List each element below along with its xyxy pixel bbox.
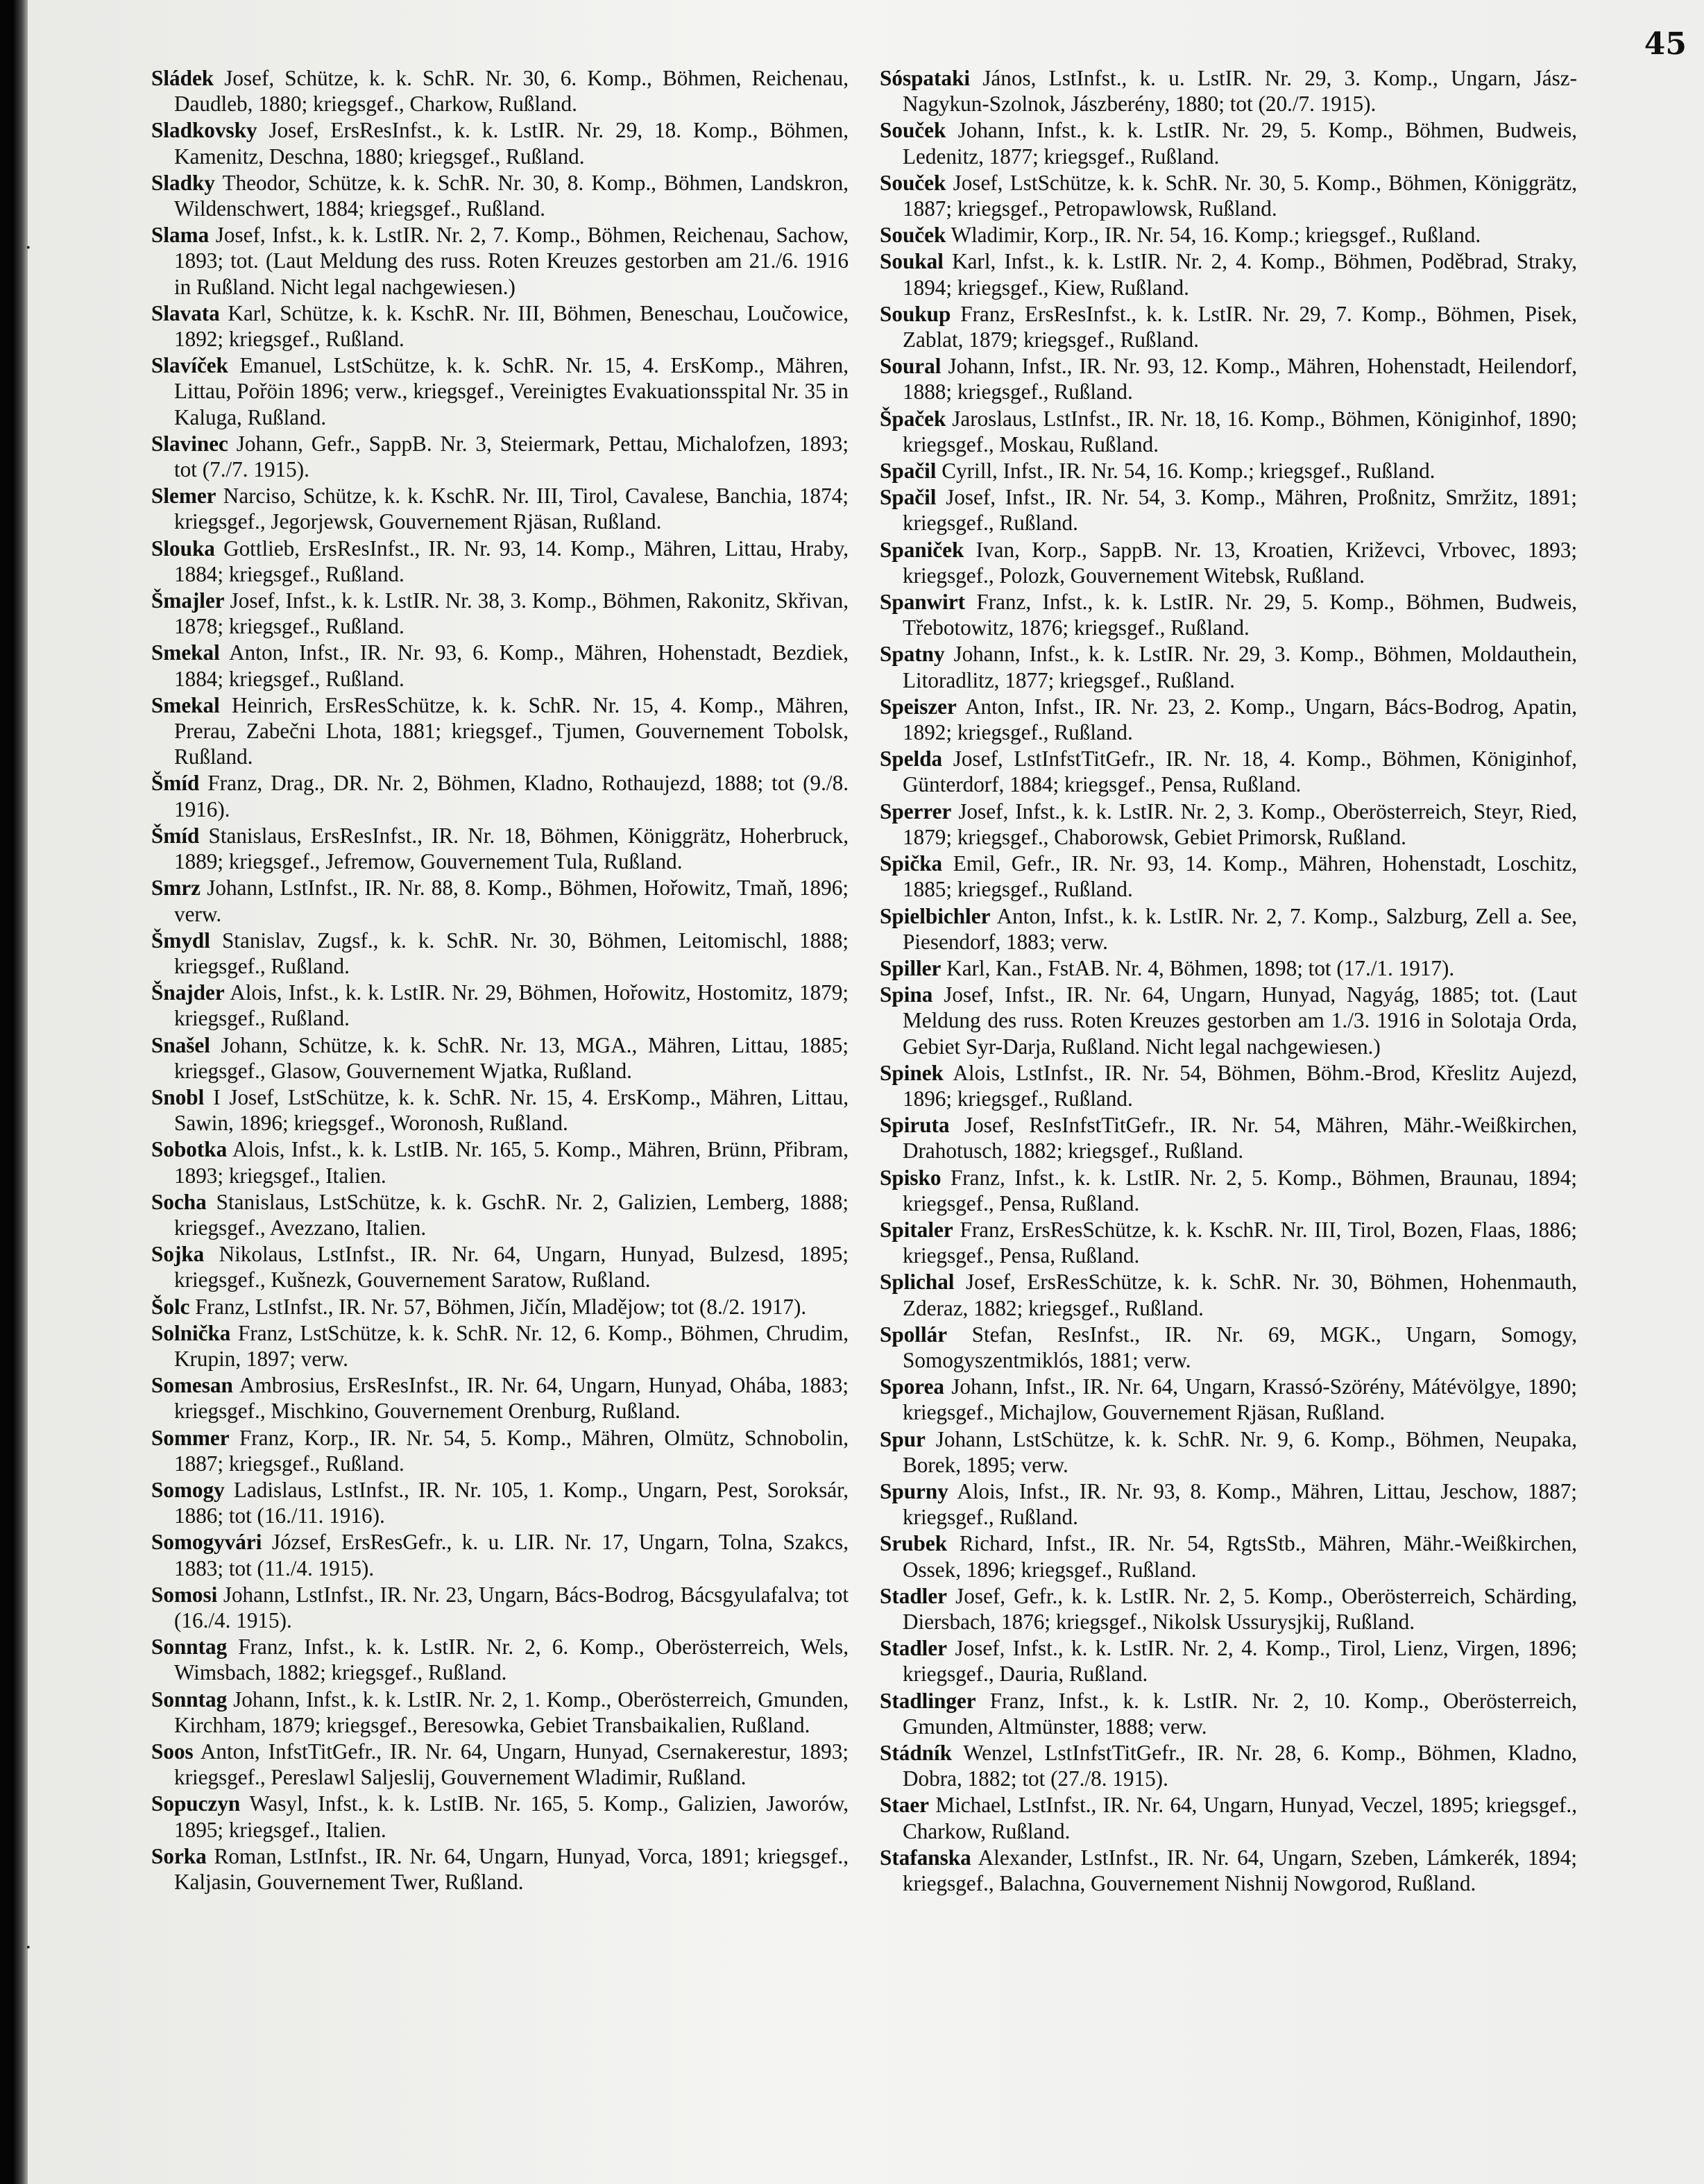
entry-surname: Stadlinger [880,1688,976,1713]
entry-surname: Speiszer [880,694,957,719]
entry-surname: Sopuczyn [151,1791,241,1816]
entry-surname: Slavata [151,300,220,325]
list-entry [880,1165,1577,1216]
entry-details: Wladimir, Korp., IR. Nr. 54, 16. Komp.; kriegsgef., Rußland. [951,223,1481,248]
entry-details: Franz, LstSchütze, k. k. SchR. Nr. 12, 6. Komp., Böhmen, Chrudim, Krupin, 1897; verw. [174,1320,849,1371]
entry-surname: Snašel [151,1032,210,1057]
list-entry [151,980,849,1031]
entry-details: Anton, InfstTitGefr., IR. Nr. 64, Ungarn, Hunyad, Csernakerestur, 1893; kriegsgef., Pereslawl Saljeslij, Gouvernement Wladimir, Rußland. [174,1739,849,1790]
list-entry [880,955,1577,981]
list-entry [151,170,849,221]
list-entry [880,1322,1577,1373]
list-entry [880,799,1577,850]
list-entry [880,1688,1577,1739]
entry-details: Johann, Infst., k. k. LstIR. Nr. 29, 3. Komp., Böhmen, Moldauthein, Litoradlitz, 1877; kriegsgef., Rußland. [903,642,1577,692]
entry-details: Anton, Infst., IR. Nr. 23, 2. Komp., Ungarn, Bács-Bodrog, Apatin, 1892; kriegsgef., Rußland. [903,694,1577,745]
entry-details: Emanuel, LstSchütze, k. k. SchR. Nr. 15, 4. ErsKomp., Mähren, Littau, Pořöin 1896; verw., kriegsgef., Vereinigtes Evakuationsspital Nr. 35 in Kaluga, Rußland. [174,353,849,429]
entry-details: Stefan, ResInfst., IR. Nr. 69, MGK., Ungarn, Somogy, Somogyszentmiklós, 1881; verw. [903,1322,1578,1372]
entry-details: Stanislaus, LstSchütze, k. k. GschR. Nr. 2, Galizien, Lemberg, 1888; kriegsgef., Avezzano, Italien. [174,1189,849,1240]
entry-details: Josef, Schütze, k. k. SchR. Nr. 30, 6. Komp., Böhmen, Reichenau, Daudleb, 1880; kriegsgef., Charkow, Rußland. [174,66,849,117]
entry-details: Alexander, LstInfst., IR. Nr. 64, Ungarn, Szeben, Lámkerék, 1894; kriegsgef., Balachna, Gouvernement Nishnij Nowgorod, Rußland. [903,1845,1577,1896]
list-entry [151,1189,849,1240]
entry-surname: Stafanska [880,1845,971,1870]
entry-details: Wenzel, LstInfstTitGefr., IR. Nr. 28, 6. Komp., Böhmen, Kladno, Dobra, 1882; tot (27./8. 1915). [903,1741,1578,1791]
entry-surname: Spielbichler [880,903,991,928]
entry-surname: Spiruta [880,1113,950,1138]
entry-surname: Soukal [880,249,944,274]
entry-details: Karl, Infst., k. k. LstIR. Nr. 2, 4. Komp., Böhmen, Poděbrad, Straky, 1894; kriegsgef., Kiew, Rußland. [903,249,1578,300]
list-entry [151,1582,849,1633]
list-entry [880,903,1577,955]
entry-surname: Splichal [880,1270,955,1295]
entry-surname: Slouka [151,536,215,561]
list-entry [151,65,849,117]
entry-surname: Slemer [151,484,216,509]
entry-details: Josef, LstSchütze, k. k. SchR. Nr. 30, 5. Komp., Böhmen, Königgrätz, 1887; kriegsgef., Petropawlowsk, Rußland. [903,170,1577,221]
entry-surname: Spollár [880,1322,948,1347]
entry-surname: Stadler [880,1583,948,1608]
list-entry [880,1478,1577,1530]
entry-details: Alois, LstInfst., IR. Nr. 54, Böhmen, Böhm.-Brod, Křeslitz Aujezd, 1896; kriegsgef., Rußland. [903,1060,1578,1111]
entry-details: Nikolaus, LstInfst., IR. Nr. 64, Ungarn, Hunyad, Bulzesd, 1895; kriegsgef., Kušnezk, Gouvernement Saratow, Rußland. [174,1242,849,1293]
entry-surname: Spanwirt [880,590,966,615]
entry-surname: Soukup [880,301,951,326]
list-entry [151,1136,849,1188]
list-entry [151,1032,849,1084]
list-entry [880,537,1577,588]
entry-surname: Sladkovsky [151,118,257,143]
list-entry [151,1739,849,1790]
entry-surname: Slavinec [151,431,228,456]
entry-details: Roman, LstInfst., IR. Nr. 64, Ungarn, Hunyad, Vorca, 1891; kriegsgef., Kaljasin, Gouvernement Twer, Rußland. [174,1843,849,1895]
list-entry [151,588,849,639]
list-entry [880,301,1577,352]
entry-surname: Spitaler [880,1217,953,1242]
entry-surname: Spinek [880,1060,944,1085]
entry-details: Johann, LstSchütze, k. k. SchR. Nr. 9, 6. Komp., Böhmen, Neupaka, Borek, 1895; verw. [903,1426,1578,1477]
list-entry [880,1740,1577,1791]
entry-surname: Sperrer [880,799,952,824]
list-entry [151,1084,849,1136]
entry-details: József, ErsResGefr., k. u. LIR. Nr. 17, Ungarn, Tolna, Szakcs, 1883; tot (11./4. 1915). [174,1530,849,1580]
entry-details: Anton, Infst., IR. Nr. 93, 6. Komp., Mähren, Hohenstadt, Bezdiek, 1884; kriegsgef., Rußland. [174,640,849,691]
entry-surname: Sladky [151,170,215,195]
entry-details: Josef, Infst., IR. Nr. 54, 3. Komp., Mähren, Proßnitz, Smržitz, 1891; kriegsgef., Rußland. [903,485,1577,536]
margin-mark: · [25,236,32,260]
entry-details: Franz, Drag., DR. Nr. 2, Böhmen, Kladno, Rothaujezd, 1888; tot (9./8. 1916). [174,771,849,821]
entry-surname: Solnička [151,1320,231,1345]
list-entry [880,222,1577,248]
entry-details: Narciso, Schütze, k. k. KschR. Nr. III, Tirol, Cavalese, Banchia, 1874; kriegsgef., Jegorjewsk, Gouvernement Rjäsan, Rußland. [174,484,849,534]
list-entry [880,484,1577,536]
list-entry [151,1687,849,1738]
entry-surname: Sonntag [151,1687,228,1712]
list-entry [151,1477,849,1528]
list-entry [151,431,849,482]
entry-details: Ladislaus, LstInfst., IR. Nr. 105, 1. Komp., Ungarn, Pest, Soroksár, 1886; tot (16./11. 1916). [174,1477,849,1528]
list-entry [151,117,849,169]
entry-details: Stanislaus, ErsResInfst., IR. Nr. 18, Böhmen, Königgrätz, Hoherbruck, 1889; kriegsgef., Jefremow, Gouvernement Tula, Rußland. [174,823,849,874]
entry-details: Cyrill, Infst., IR. Nr. 54, 16. Komp.; kriegsgef., Rußland. [942,459,1435,484]
entry-details: Johann, Infst., IR. Nr. 64, Ungarn, Krassó-Szörény, Mátévölgye, 1890; kriegsgef., Michajlow, Gouvernement Rjäsan, Rußland. [903,1374,1578,1425]
entry-surname: Sojka [151,1242,205,1267]
list-entry [151,536,849,587]
entry-surname: Souček [880,223,946,248]
entry-surname: Somosi [151,1582,218,1607]
list-entry [880,353,1577,404]
entry-surname: Spelda [880,747,943,771]
list-entry [880,589,1577,640]
entry-surname: Smrz [151,876,201,901]
entry-details: Josef, Infst., k. k. LstIR. Nr. 2, 7. Komp., Böhmen, Reichenau, Sachow, 1893; tot. (Laut Meldung des russ. Roten Kreuzes gestorben am 21./6. 1916 in Rußland. Nicht legal nachgewiesen.) [174,223,849,299]
entry-surname: Stadler [880,1636,948,1661]
entry-details: Jaroslaus, LstInfst., IR. Nr. 18, 16. Komp., Böhmen, Königinhof, 1890; kriegsgef., Moskau, Rußland. [903,406,1577,457]
entry-surname: Šmajler [151,588,225,613]
list-entry [151,823,849,874]
list-entry [880,1112,1577,1163]
list-entry [151,300,849,352]
entry-details: Franz, Infst., k. k. LstIR. Nr. 2, 10. Komp., Oberösterreich, Gmunden, Altmünster, 1888; verw. [903,1688,1578,1739]
list-entry [151,1320,849,1372]
entry-surname: Slama [151,223,210,248]
left-column [151,65,849,1895]
entry-details: I Josef, LstSchütze, k. k. SchR. Nr. 15, 4. ErsKomp., Mähren, Littau, Sawin, 1896; kriegsgef., Woronosh, Rußland. [174,1084,849,1136]
entry-details: Johann, Infst., k. k. LstIR. Nr. 29, 5. Komp., Böhmen, Budweis, Ledenitz, 1877; kriegsgef., Rußland. [903,118,1578,169]
entry-details: Josef, LstInfstTitGefr., IR. Nr. 18, 4. Komp., Böhmen, Königinhof, Günterdorf, 1884; kriegsgef., Pensa, Rußland. [903,747,1577,797]
entry-surname: Souček [880,118,946,143]
entry-surname: Špaček [880,406,946,431]
entry-surname: Sládek [151,66,214,90]
list-entry [880,851,1577,902]
entry-details: Josef, Infst., IR. Nr. 64, Ungarn, Hunyad, Nagyág, 1885; tot. (Laut Meldung des russ. Roten Kreuzes gestorben am 1./3. 1916 in Solotaja Orda, Gebiet Syr-Darja, Rußland. Nicht legal nachgewiesen.) [903,982,1577,1059]
list-entry [151,352,849,430]
entry-details: Franz, Infst., k. k. LstIR. Nr. 29, 5. Komp., Böhmen, Budweis, Třebotowitz, 1876; kriegsgef., Rußland. [903,590,1577,640]
entry-details: Johann, LstInfst., IR. Nr. 88, 8. Komp., Böhmen, Hořowitz, Tmaň, 1896; verw. [174,876,849,926]
list-entry [880,1635,1577,1687]
entry-details: Ambrosius, ErsResInfst., IR. Nr. 64, Ungarn, Hunyad, Ohába, 1883; kriegsgef., Mischkino, Gouvernement Orenburg, Rußland. [174,1373,849,1424]
page-binding-shadow [12,0,28,2184]
list-entry [880,248,1577,300]
entry-surname: Sonntag [151,1635,228,1660]
list-entry [151,1241,849,1293]
list-entry [880,1217,1577,1268]
entry-details: Franz, Infst., k. k. LstIR. Nr. 2, 6. Komp., Oberösterreich, Wels, Wimsbach, 1882; kriegsgef., Rußland. [174,1635,849,1685]
entry-details: Franz, Infst., k. k. LstIR. Nr. 2, 5. Komp., Böhmen, Braunau, 1894; kriegsgef., Pensa, Rußland. [903,1165,1578,1215]
entry-details: Josef, Infst., k. k. LstIR. Nr. 2, 4. Komp., Tirol, Lienz, Virgen, 1896; kriegsgef., Dauria, Rußland. [903,1636,1578,1687]
list-entry [151,1634,849,1685]
entry-details: Richard, Infst., IR. Nr. 54, RgtsStb., Mähren, Mähr.-Weißkirchen, Ossek, 1896; kriegsgef., Rußland. [903,1531,1577,1582]
entry-details: Stanislav, Zugsf., k. k. SchR. Nr. 30, Böhmen, Leitomischl, 1888; kriegsgef., Rußland. [174,928,849,978]
list-entry [880,170,1577,221]
entry-surname: Spisko [880,1165,942,1190]
entry-surname: Spačil [880,485,937,510]
list-entry [151,640,849,691]
entry-details: Josef, Infst., k. k. LstIR. Nr. 2, 3. Komp., Oberösterreich, Steyr, Ried, 1879; kriegsgef., Chaborowsk, Gebiet Primorsk, Rußland. [903,799,1578,849]
list-entry [880,1583,1577,1635]
entry-surname: Sorka [151,1843,207,1868]
list-entry [880,982,1577,1059]
list-entry [151,483,849,534]
entry-surname: Stádník [880,1741,953,1765]
list-entry [880,406,1577,457]
list-entry [151,1372,849,1424]
list-entry [151,770,849,821]
list-entry [151,928,849,979]
entry-surname: Spatny [880,642,945,667]
list-entry [151,1843,849,1895]
document-page [12,0,1704,2184]
entry-surname: Sobotka [151,1137,228,1162]
entry-surname: Somogyvári [151,1530,262,1555]
list-entry [880,1530,1577,1582]
entry-details: Alois, Infst., IR. Nr. 93, 8. Komp., Mähren, Littau, Jeschow, 1887; kriegsgef., Rußland. [903,1478,1578,1530]
entry-details: Johann, Schütze, k. k. SchR. Nr. 13, MGA., Mähren, Littau, 1885; kriegsgef., Glasow, Gouvernement Wjatka, Rußland. [174,1032,849,1083]
entry-details: Ivan, Korp., SappB. Nr. 13, Kroatien, Križevci, Vrbovec, 1893; kriegsgef., Polozk, Gouvernement Witebsk, Rußland. [903,537,1578,588]
entry-surname: Souček [880,170,946,195]
entry-details: Franz, ErsResInfst., k. k. LstIR. Nr. 29, 7. Komp., Böhmen, Pisek, Zablat, 1879; kriegsgef., Rußland. [903,301,1578,352]
entry-details: Anton, Infst., k. k. LstIR. Nr. 2, 7. Komp., Salzburg, Zell a. See, Piesendorf, 1883; verw. [903,903,1578,954]
list-entry [880,65,1577,117]
list-entry [880,694,1577,745]
entry-surname: Šmydl [151,928,210,953]
entry-surname: Somesan [151,1373,233,1398]
entry-surname: Šmíd [151,823,200,848]
entry-surname: Sommer [151,1425,230,1450]
margin-mark: · [25,1936,32,1960]
list-entry [151,1529,849,1580]
entry-surname: Soos [151,1739,194,1764]
entry-surname: Slavíček [151,353,228,378]
entry-surname: Staer [880,1793,930,1818]
entry-details: Wasyl, Infst., k. k. LstIB. Nr. 165, 5. Komp., Galizien, Jaworów, 1895; kriegsgef., Italien. [174,1791,849,1842]
entry-surname: Spiller [880,955,942,980]
entry-surname: Sóspataki [880,66,971,90]
entry-details: Karl, Schütze, k. k. KschR. Nr. III, Böhmen, Beneschau, Loučowice, 1892; kriegsgef., Rußland. [174,300,849,352]
list-entry [880,1060,1577,1111]
list-entry [151,1791,849,1842]
entry-surname: Somogy [151,1477,225,1502]
entry-details: János, LstInfst., k. u. LstIR. Nr. 29, 3. Komp., Ungarn, Jász-Nagykun-Szolnok, Jászberény, 1880; tot (20./7. 1915). [903,66,1577,117]
list-entry [880,117,1577,169]
entry-details: Johann, Infst., k. k. LstIR. Nr. 2, 1. Komp., Oberösterreich, Gmunden, Kirchham, 1879; kriegsgef., Beresowka, Gebiet Transbaikalien, Rußland. [174,1687,849,1737]
entry-surname: Spur [880,1426,926,1451]
list-entry [151,1425,849,1476]
entry-surname: Šnajder [151,980,225,1005]
list-entry [880,1374,1577,1425]
entry-surname: Spina [880,982,933,1007]
entry-details: Emil, Gefr., IR. Nr. 93, 14. Komp., Mähren, Hohenstadt, Loschitz, 1885; kriegsgef., Rußland. [903,851,1577,902]
entry-details: Alois, Infst., k. k. LstIB. Nr. 165, 5. Komp., Mähren, Brünn, Přibram, 1893; kriegsgef., Italien. [174,1137,849,1188]
entry-details: Josef, ErsResSchütze, k. k. SchR. Nr. 30, Böhmen, Hohenmauth, Zderaz, 1882; kriegsgef., Rußland. [903,1270,1578,1320]
entry-details: Johann, Infst., IR. Nr. 93, 12. Komp., Mähren, Hohenstadt, Heilendorf, 1888; kriegsgef., Rußland. [903,354,1578,404]
entry-details: Josef, Infst., k. k. LstIR. Nr. 38, 3. Komp., Böhmen, Rakonitz, Skřivan, 1878; kriegsgef., Rußland. [174,588,849,639]
entry-details: Johann, Gefr., SappB. Nr. 3, Steiermark, Pettau, Michalofzen, 1893; tot (7./7. 1915). [174,431,849,482]
entry-details: Alois, Infst., k. k. LstIR. Nr. 29, Böhmen, Hořowitz, Hostomitz, 1879; kriegsgef., Rußland. [174,980,849,1031]
entry-details: Theodor, Schütze, k. k. SchR. Nr. 30, 8. Komp., Böhmen, Landskron, Wildenschwert, 1884; kriegsgef., Rußland. [174,170,849,221]
list-entry [151,1294,849,1320]
entry-surname: Smekal [151,640,220,665]
entry-surname: Socha [151,1189,207,1214]
entry-surname: Soural [880,354,942,379]
entry-surname: Smekal [151,692,220,717]
list-entry [880,1426,1577,1478]
page-number: 45 [1644,26,1687,62]
entry-details: Karl, Kan., FstAB. Nr. 4, Böhmen, 1898; tot (17./1. 1917). [946,955,1455,980]
list-entry [880,746,1577,797]
entry-surname: Spačil [880,459,937,484]
entry-details: Franz, ErsResSchütze, k. k. KschR. Nr. III, Tirol, Bozen, Flaas, 1886; kriegsgef., Pensa, Rußland. [903,1217,1577,1268]
list-entry [151,222,849,300]
entry-details: Heinrich, ErsResSchütze, k. k. SchR. Nr. 15, 4. Komp., Mähren, Prerau, Zabečni Lhota, 1881; kriegsgef., Tjumen, Gouvernement Tobolsk, Rußland. [174,692,849,769]
entry-surname: Spička [880,851,943,876]
entry-details: Josef, Gefr., k. k. LstIR. Nr. 2, 5. Komp., Oberösterreich, Schärding, Diersbach, 1876; kriegsgef., Nikolsk Ussurysjkij, Rußland. [903,1583,1577,1634]
entry-details: Josef, ErsResInfst., k. k. LstIR. Nr. 29, 18. Komp., Böhmen, Kamenitz, Deschna, 1880; kriegsgef., Rußland. [174,118,849,169]
list-entry [880,1845,1577,1896]
list-entry [880,1792,1577,1843]
list-entry [880,641,1577,692]
entry-details: Franz, Korp., IR. Nr. 54, 5. Komp., Mähren, Olmütz, Schnobolin, 1887; kriegsgef., Rußland. [174,1425,849,1476]
entry-surname: Šmíd [151,771,200,796]
entry-surname: Sporea [880,1374,944,1399]
entry-surname: Snobl [151,1084,205,1109]
entry-surname: Srubek [880,1531,948,1556]
entry-details: Josef, ResInfstTitGefr., IR. Nr. 54, Mähren, Mähr.-Weißkirchen, Drahotusch, 1882; kriegsgef., Rußland. [903,1113,1577,1163]
entry-surname: Spurny [880,1478,948,1503]
entry-details: Johann, LstInfst., IR. Nr. 23, Ungarn, Bács-Bodrog, Bácsgyulafalva; tot (16./4. 1915). [174,1582,849,1632]
entry-details: Michael, LstInfst., IR. Nr. 64, Ungarn, Hunyad, Veczel, 1895; kriegsgef., Charkow, Rußland. [903,1793,1577,1843]
entry-details: Gottlieb, ErsResInfst., IR. Nr. 93, 14. Komp., Mähren, Littau, Hraby, 1884; kriegsgef., Rußland. [174,536,849,586]
entry-surname: Šolc [151,1294,190,1319]
list-entry [151,692,849,770]
right-column [880,65,1577,1897]
list-entry [880,458,1577,484]
list-entry [151,875,849,926]
entry-details: Franz, LstInfst., IR. Nr. 57, Böhmen, Jičín, Mladějow; tot (8./2. 1917). [195,1294,807,1319]
entry-surname: Spaniček [880,537,964,562]
list-entry [880,1269,1577,1320]
